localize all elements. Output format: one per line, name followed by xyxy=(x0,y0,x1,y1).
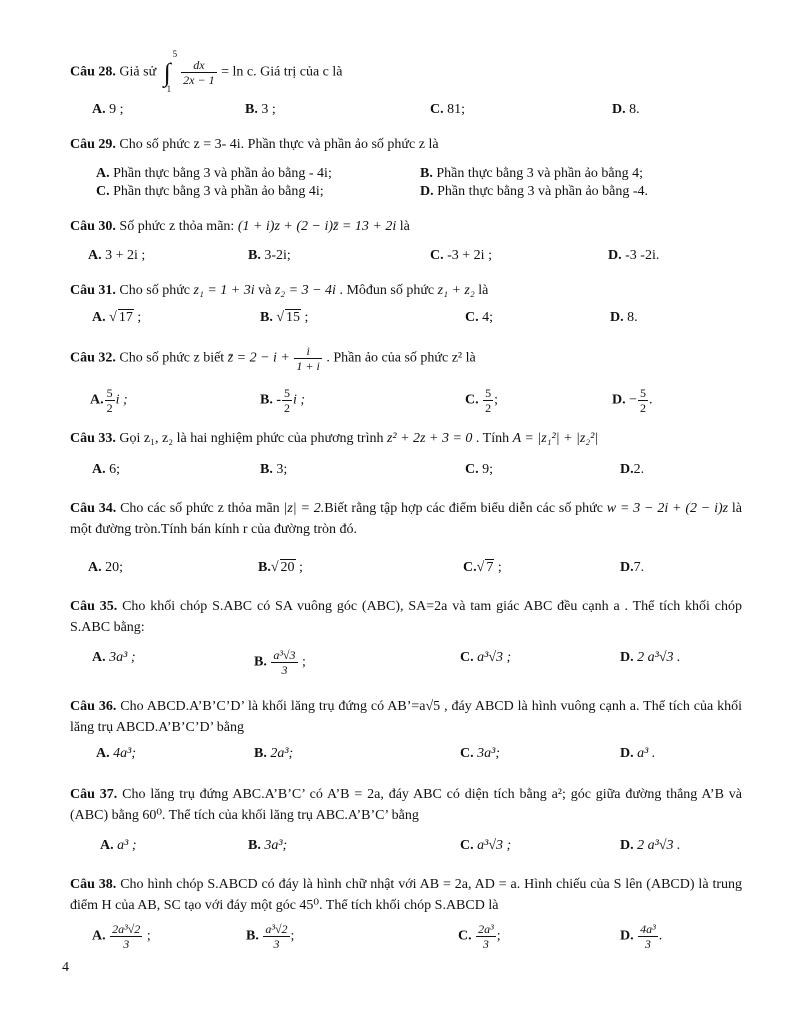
option-b[interactable]: B. $\frac{\text{a³√3}}{3}$ ; xyxy=(254,648,306,677)
option-a[interactable]: A. a³ ; xyxy=(100,838,137,853)
fraction: $\frac{i}{1 + i}$ xyxy=(296,344,320,373)
option-d[interactable]: D. 2 a³√3 . xyxy=(620,650,681,665)
question-30 xyxy=(70,216,742,237)
options-32 xyxy=(0,386,792,415)
option-c[interactable]: C. $\frac{5}{2}$ ; xyxy=(465,386,499,415)
option-c[interactable]: C. 4; xyxy=(465,310,494,325)
options-33 xyxy=(0,460,792,484)
question-text: Cho khối chóp S.ABC có SA vuông góc (ABC), SA=2a và tam giác ABC đều cạnh a . Thể tích khối chóp S.ABC bằng: xyxy=(70,599,742,635)
question-text: Số phức z thỏa mãn: xyxy=(119,219,235,234)
question-text: . Môđun số phức xyxy=(339,283,435,298)
option-d[interactable]: D. − $\frac{5}{2}$ . xyxy=(612,386,653,415)
option-c[interactable]: C. a³√3 ; xyxy=(460,650,512,665)
option-c[interactable]: C. a³√3 ; xyxy=(460,838,512,853)
equation-sum: z₁ + z₂ xyxy=(437,283,475,298)
option-b[interactable]: B. 3-2i; xyxy=(248,248,291,263)
question-label: Câu 33. xyxy=(70,431,116,446)
page-number: 4 xyxy=(62,960,69,975)
question-text: Cho các số phức z thỏa mãn xyxy=(120,501,280,516)
question-35 xyxy=(70,596,742,638)
equation-rhs: = ln c. xyxy=(221,64,257,80)
option-c[interactable]: C. 9; xyxy=(465,462,494,477)
question-label: Câu 35. xyxy=(70,599,118,614)
option-d[interactable]: D. Phần thực bằng 3 và phần ảo bằng -4. xyxy=(420,184,649,199)
question-29 xyxy=(70,134,742,155)
question-text: . Phần ảo của số phức z² là xyxy=(326,350,476,366)
options-28 xyxy=(0,100,792,124)
option-c[interactable]: C. 3a³; xyxy=(460,746,500,761)
option-c[interactable]: C.√ 7 ; xyxy=(463,560,502,575)
equation: (1 + i)z + (2 − i)z̄ = 13 + 2i xyxy=(237,219,397,234)
question-37 xyxy=(70,784,742,826)
option-b[interactable]: B. $\frac{\text{a³√2}}{3}$ ; xyxy=(246,922,295,951)
option-d[interactable]: D.2. xyxy=(620,462,645,477)
option-a[interactable]: A. 4a³; xyxy=(96,746,136,761)
integral-lower: 1 xyxy=(166,83,172,94)
expression: A = |z₁²| + |z₂²| xyxy=(512,431,599,446)
equation-lhs: z̄ = 2 − i + xyxy=(227,350,290,366)
question-text: Giả sử xyxy=(119,64,157,80)
equation-w: w = 3 − 2i + (2 − i)z xyxy=(606,501,729,516)
question-28 xyxy=(70,48,742,94)
question-label: Câu 37. xyxy=(70,787,118,802)
option-c[interactable]: C. -3 + 2i ; xyxy=(430,248,492,263)
option-a[interactable]: A. 3 + 2i ; xyxy=(88,248,146,263)
option-d[interactable]: D.7. xyxy=(620,560,645,575)
option-d[interactable]: D. a³ . xyxy=(620,746,656,761)
options-29-row2 xyxy=(0,182,792,206)
question-text: . Tính xyxy=(475,431,510,446)
question-text: Cho ABCD.A’B’C’D’ là khối lăng trụ đứng có AB’=a√5 , đáy ABCD là hình vuông cạnh a. Thể tích của khối lăng trụ ABCD.A’B’C’D’ bằng xyxy=(70,699,743,735)
option-b[interactable]: B. √ 15 ; xyxy=(260,310,309,325)
options-34 xyxy=(0,558,792,582)
equation-z2: z₂ = 3 − 4i xyxy=(274,283,336,298)
options-36 xyxy=(0,744,792,768)
options-38 xyxy=(0,922,792,951)
question-text: Biết rằng tập hợp các điểm biểu diễn các số phức xyxy=(324,501,603,516)
option-a[interactable]: A. Phần thực bằng 3 và phần ảo bằng - 4i; xyxy=(96,166,332,181)
question-text: Cho số phức z = 3- 4i. Phần thực và phần ảo số phức z là xyxy=(119,137,439,152)
option-c[interactable]: C. 81; xyxy=(430,102,466,117)
question-text: và xyxy=(258,283,272,298)
equation-z1: z₁ = 1 + 3i xyxy=(193,283,255,298)
option-d[interactable]: D. -3 -2i. xyxy=(608,248,660,263)
option-d[interactable]: D. 2 a³√3 . xyxy=(620,838,681,853)
question-label: Câu 29. xyxy=(70,137,116,152)
question-text: Cho số phức xyxy=(119,283,190,298)
option-a[interactable]: A. √ 17 ; xyxy=(92,310,142,325)
option-d[interactable]: D. $\frac{\text{4a³}}{3}$ . xyxy=(620,922,663,951)
question-32 xyxy=(70,344,742,373)
option-d[interactable]: D. 8. xyxy=(610,310,638,325)
option-b[interactable]: B. 3; xyxy=(260,462,288,477)
option-a[interactable]: A. $\frac{\text{2a³√2}}{3}$ ; xyxy=(92,922,151,951)
condition: |z| = 2. xyxy=(283,501,325,516)
option-a[interactable]: A. $\frac{5}{2}$ i ; xyxy=(90,386,128,415)
question-label: Câu 34. xyxy=(70,501,117,516)
question-label: Câu 32. xyxy=(70,350,116,366)
option-b[interactable]: B. Phần thực bằng 3 và phần ảo bằng 4; xyxy=(420,166,643,181)
option-b[interactable]: B. 3a³; xyxy=(248,838,288,853)
option-b[interactable]: B.√ 20 ; xyxy=(258,560,303,575)
question-text: Giá trị của c là xyxy=(260,64,343,80)
integral-sign: ∫ 5 1 xyxy=(163,48,178,94)
option-b[interactable]: B. 2a³; xyxy=(254,746,294,761)
option-a[interactable]: A. 9 ; xyxy=(92,102,124,117)
options-30 xyxy=(0,246,792,270)
option-a[interactable]: A. 3a³ ; xyxy=(92,650,136,665)
question-text: Cho số phức z biết xyxy=(119,350,225,366)
option-c[interactable]: C. $\frac{\text{2a³}}{3}$ ; xyxy=(458,922,501,951)
option-a[interactable]: A. 6; xyxy=(92,462,121,477)
question-text: Gọi z₁, z₂ là hai nghiệm phức của phương trình xyxy=(119,431,384,446)
question-31 xyxy=(70,280,742,301)
question-36 xyxy=(70,696,742,738)
options-31 xyxy=(0,308,792,332)
question-label: Câu 30. xyxy=(70,219,116,234)
question-text: là xyxy=(399,219,410,234)
question-38 xyxy=(70,874,742,916)
question-label: Câu 28. xyxy=(70,64,116,80)
question-text: là một đường tròn.Tính bán kính r của đường tròn đó. xyxy=(70,501,743,537)
question-text: Cho hình chóp S.ABCD có đáy là hình chữ nhật với AB = 2a, AD = a. Hình chiếu của S lên (ABCD) là trung điểm H của AB, SC tạo với đáy một góc 45⁰. Thể tích khối chóp S.ABCD là xyxy=(70,877,742,913)
question-33 xyxy=(70,428,742,449)
question-label: Câu 31. xyxy=(70,283,116,298)
equation: z² + 2z + 3 = 0 xyxy=(386,431,473,446)
fraction: $\frac{dx}{2x - 1}$ xyxy=(183,58,215,87)
question-text: Cho lăng trụ đứng ABC.A’B’C’ có A’B = 2a, đáy ABC có diện tích bằng a²; góc giữa đường thẳng A’B và (ABC) bằng 60⁰. Thể tích của khối lăng trụ ABC.A’B’C’ bằng xyxy=(70,787,742,823)
option-b[interactable]: B. - $\frac{5}{2}$ i ; xyxy=(260,386,306,415)
option-c[interactable]: C. Phần thực bằng 3 và phần ảo bằng 4i; xyxy=(96,184,324,199)
question-34 xyxy=(70,498,742,540)
question-text: là xyxy=(478,283,489,298)
options-35 xyxy=(0,648,792,677)
options-37 xyxy=(0,836,792,860)
option-d[interactable]: D. 8. xyxy=(612,102,640,117)
integral-upper: 5 xyxy=(172,48,178,59)
option-b[interactable]: B. 3 ; xyxy=(245,102,276,117)
option-a[interactable]: A. 20; xyxy=(88,560,124,575)
question-label: Câu 38. xyxy=(70,877,117,892)
question-label: Câu 36. xyxy=(70,699,117,714)
